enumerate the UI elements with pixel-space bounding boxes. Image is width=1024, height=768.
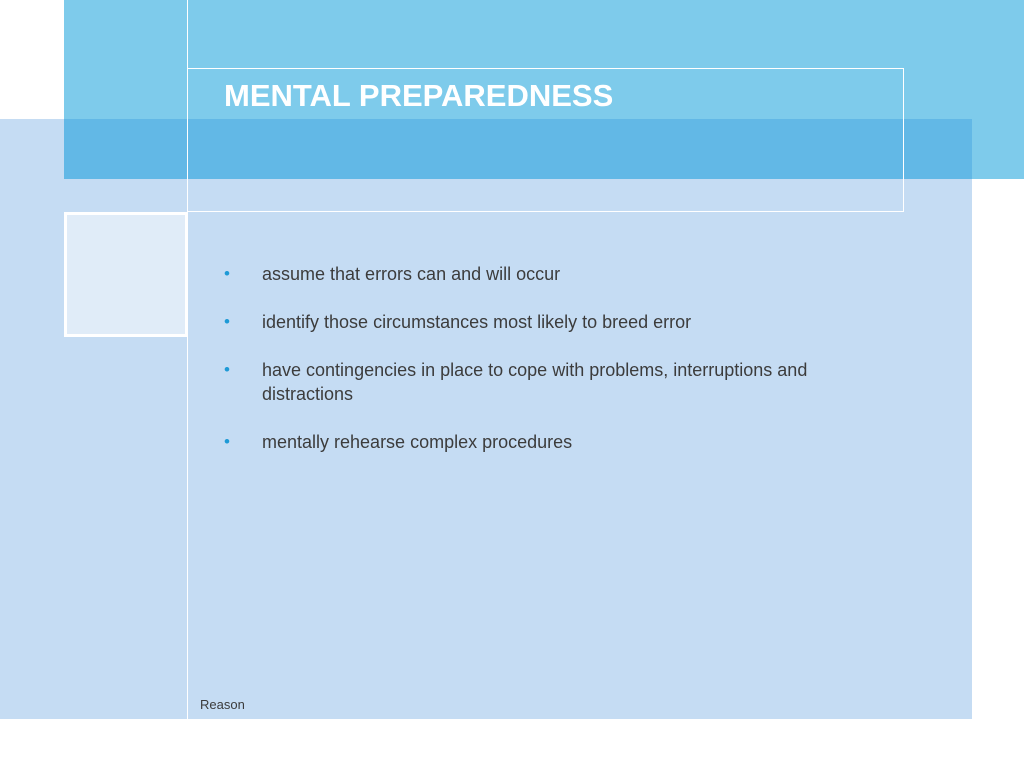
bullet-dot-icon: • (224, 312, 230, 331)
bullet-text: have contingencies in place to cope with problems, interruptions and distractions (262, 360, 808, 404)
bullet-text: assume that errors can and will occur (262, 264, 561, 284)
decorative-square (64, 212, 188, 337)
slide-title: MENTAL PREPAREDNESS (224, 78, 614, 113)
bullet-text: identify those circumstances most likely to breed error (262, 312, 692, 332)
bullet-item (222, 262, 842, 286)
bullet-item (222, 310, 842, 334)
bullet-list (222, 262, 842, 478)
bullet-dot-icon: • (224, 264, 230, 283)
slide-footer: Reason (200, 697, 245, 712)
bullet-dot-icon: • (224, 432, 230, 451)
bullet-item (222, 430, 842, 454)
bullet-item (222, 358, 842, 406)
bullet-dot-icon: • (224, 360, 230, 379)
bullet-text: mentally rehearse complex procedures (262, 432, 573, 452)
